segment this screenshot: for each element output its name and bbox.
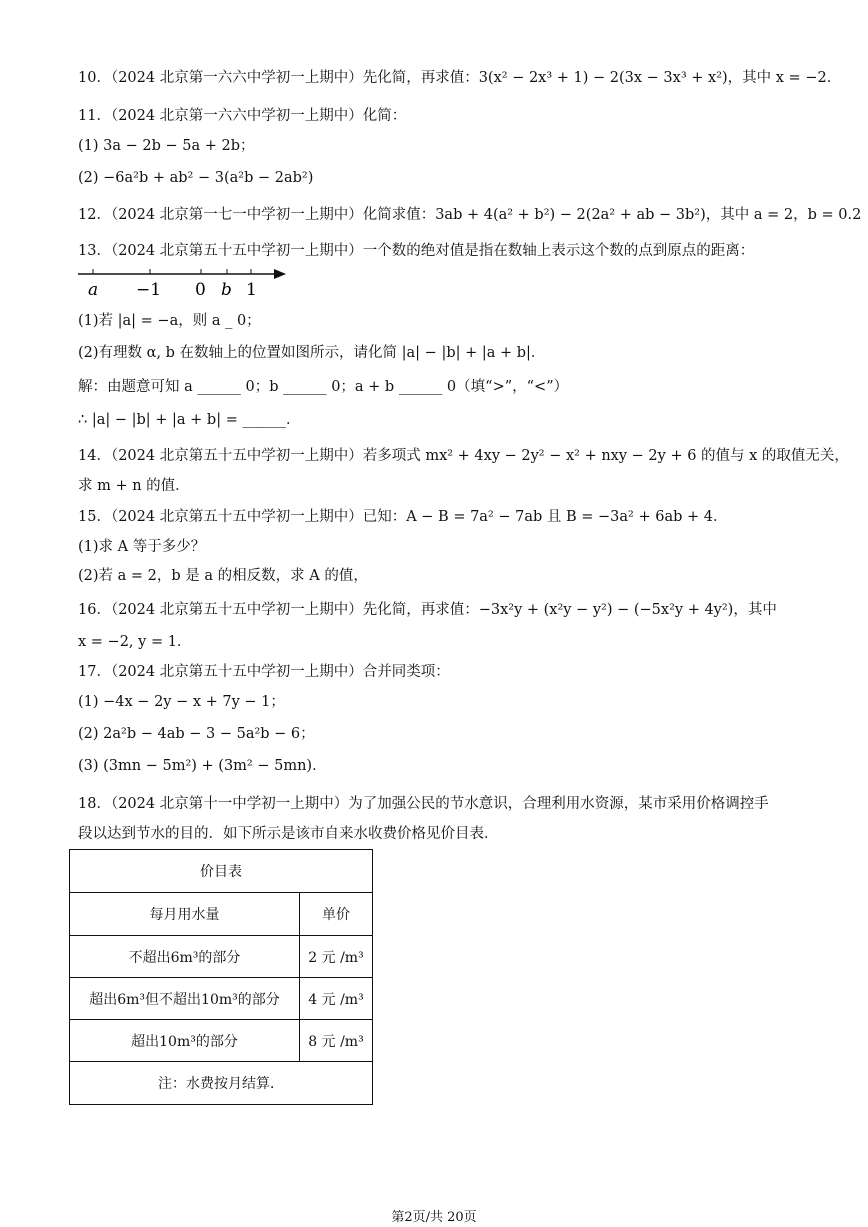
question-13: 13．（2024 北京第五十五中学初一上期中）一个数的绝对值是指在数轴上表示这个数的点到原点的距离： xyxy=(78,243,755,259)
question-17: 17．（2024 北京第五十五中学初一上期中）合并同类项： xyxy=(78,664,450,680)
price-table-price-cell: 2 元 /m³ xyxy=(300,936,373,978)
question-11-part-1: (1) 3a − 2b − 5a + 2b； xyxy=(78,138,255,154)
question-16-line-2: x = −2, y = 1． xyxy=(78,634,192,650)
question-11: 11．（2024 北京第一六六中学初一上期中）化简： xyxy=(78,108,407,124)
question-12: 12．（2024 北京第一七一中学初一上期中）化简求值：3ab + 4(a² + b²) − 2(2a² + ab − 3b²)，其中 a = 2，b = 0.2 xyxy=(78,207,862,223)
label-a: a xyxy=(88,280,99,300)
question-10: 10．（2024 北京第一六六中学初一上期中）先化简，再求值：3(x² − 2x³ + 1) − 2(3x − 3x³ + x²)，其中 x = −2． xyxy=(78,70,842,86)
label-0: 0 xyxy=(195,280,206,300)
label-b: b xyxy=(221,280,232,300)
question-15-part-1: (1)求 A 等于多少？ xyxy=(78,539,206,555)
table-row xyxy=(70,1020,373,1062)
label-1: 1 xyxy=(246,280,257,300)
table-row xyxy=(70,936,373,978)
question-11-part-2: (2) −6a²b + ab² − 3(a²b − 2ab²) xyxy=(78,170,314,186)
price-table-usage-cell: 超出6m³但不超出10m³的部分 xyxy=(70,978,300,1020)
question-15-part-2: (2)若 a = 2，b 是 a 的相反数，求 A 的值， xyxy=(78,568,368,584)
number-line xyxy=(78,262,288,302)
question-17-part-1: (1) −4x − 2y − x + 7y − 1； xyxy=(78,694,285,710)
table-row xyxy=(70,978,373,1020)
question-15: 15．（2024 北京第五十五中学初一上期中）已知：A − B = 7a² − 7ab 且 B = −3a² + 6ab + 4． xyxy=(78,509,728,525)
question-14-line-2: 求 m + n 的值． xyxy=(78,478,190,494)
price-table-header-price: 单价 xyxy=(300,893,373,936)
price-table-title: 价目表 xyxy=(70,850,373,893)
price-table-header-usage: 每月用水量 xyxy=(70,893,300,936)
question-13-conclusion: ∴ |a| − |b| + |a + b| = ______． xyxy=(78,412,301,428)
price-table-note: 注：水费按月结算． xyxy=(70,1062,373,1105)
question-14-line-1: 14．（2024 北京第五十五中学初一上期中）若多项式 mx² + 4xy − 2y² − x² + nxy − 2y + 6 的值与 x 的取值无关， xyxy=(78,448,849,464)
price-table-price-cell: 4 元 /m³ xyxy=(300,978,373,1020)
price-table-usage-cell: 超出10m³的部分 xyxy=(70,1020,300,1062)
price-table-price-cell: 8 元 /m³ xyxy=(300,1020,373,1062)
question-17-part-2: (2) 2a²b − 4ab − 3 − 5a²b − 6； xyxy=(78,726,315,742)
question-16-line-1: 16．（2024 北京第五十五中学初一上期中）先化简，再求值：−3x²y + (x²y − y²) − (−5x²y + 4y²)，其中 xyxy=(78,602,777,618)
price-table-usage-cell: 不超出6m³的部分 xyxy=(70,936,300,978)
question-13-solution: 解：由题意可知 a ______ 0；b ______ 0；a + b ______ 0（填“>”，“<”） xyxy=(78,379,569,395)
question-13-part-1: (1)若 |a| = −a，则 a _ 0； xyxy=(78,313,261,329)
label-minus-1: −1 xyxy=(136,280,162,300)
question-13-part-2: (2)有理数 α, b 在数轴上的位置如图所示，请化简 |a| − |b| + |a + b|． xyxy=(78,345,546,361)
question-18-line-2: 段以达到节水的目的．如下所示是该市自来水收费价格见价目表． xyxy=(78,826,499,842)
number-line-arrow xyxy=(274,269,286,279)
question-18-line-1: 18．（2024 北京第十一中学初一上期中）为了加强公民的节水意识，合理利用水资源，某市采用价格调控手 xyxy=(78,796,769,812)
question-17-part-3: (3) (3mn − 5m²) + (3m² − 5mn)． xyxy=(78,758,327,774)
page-footer: 第2页/共 20页 xyxy=(391,1210,477,1225)
price-table xyxy=(69,849,373,1105)
